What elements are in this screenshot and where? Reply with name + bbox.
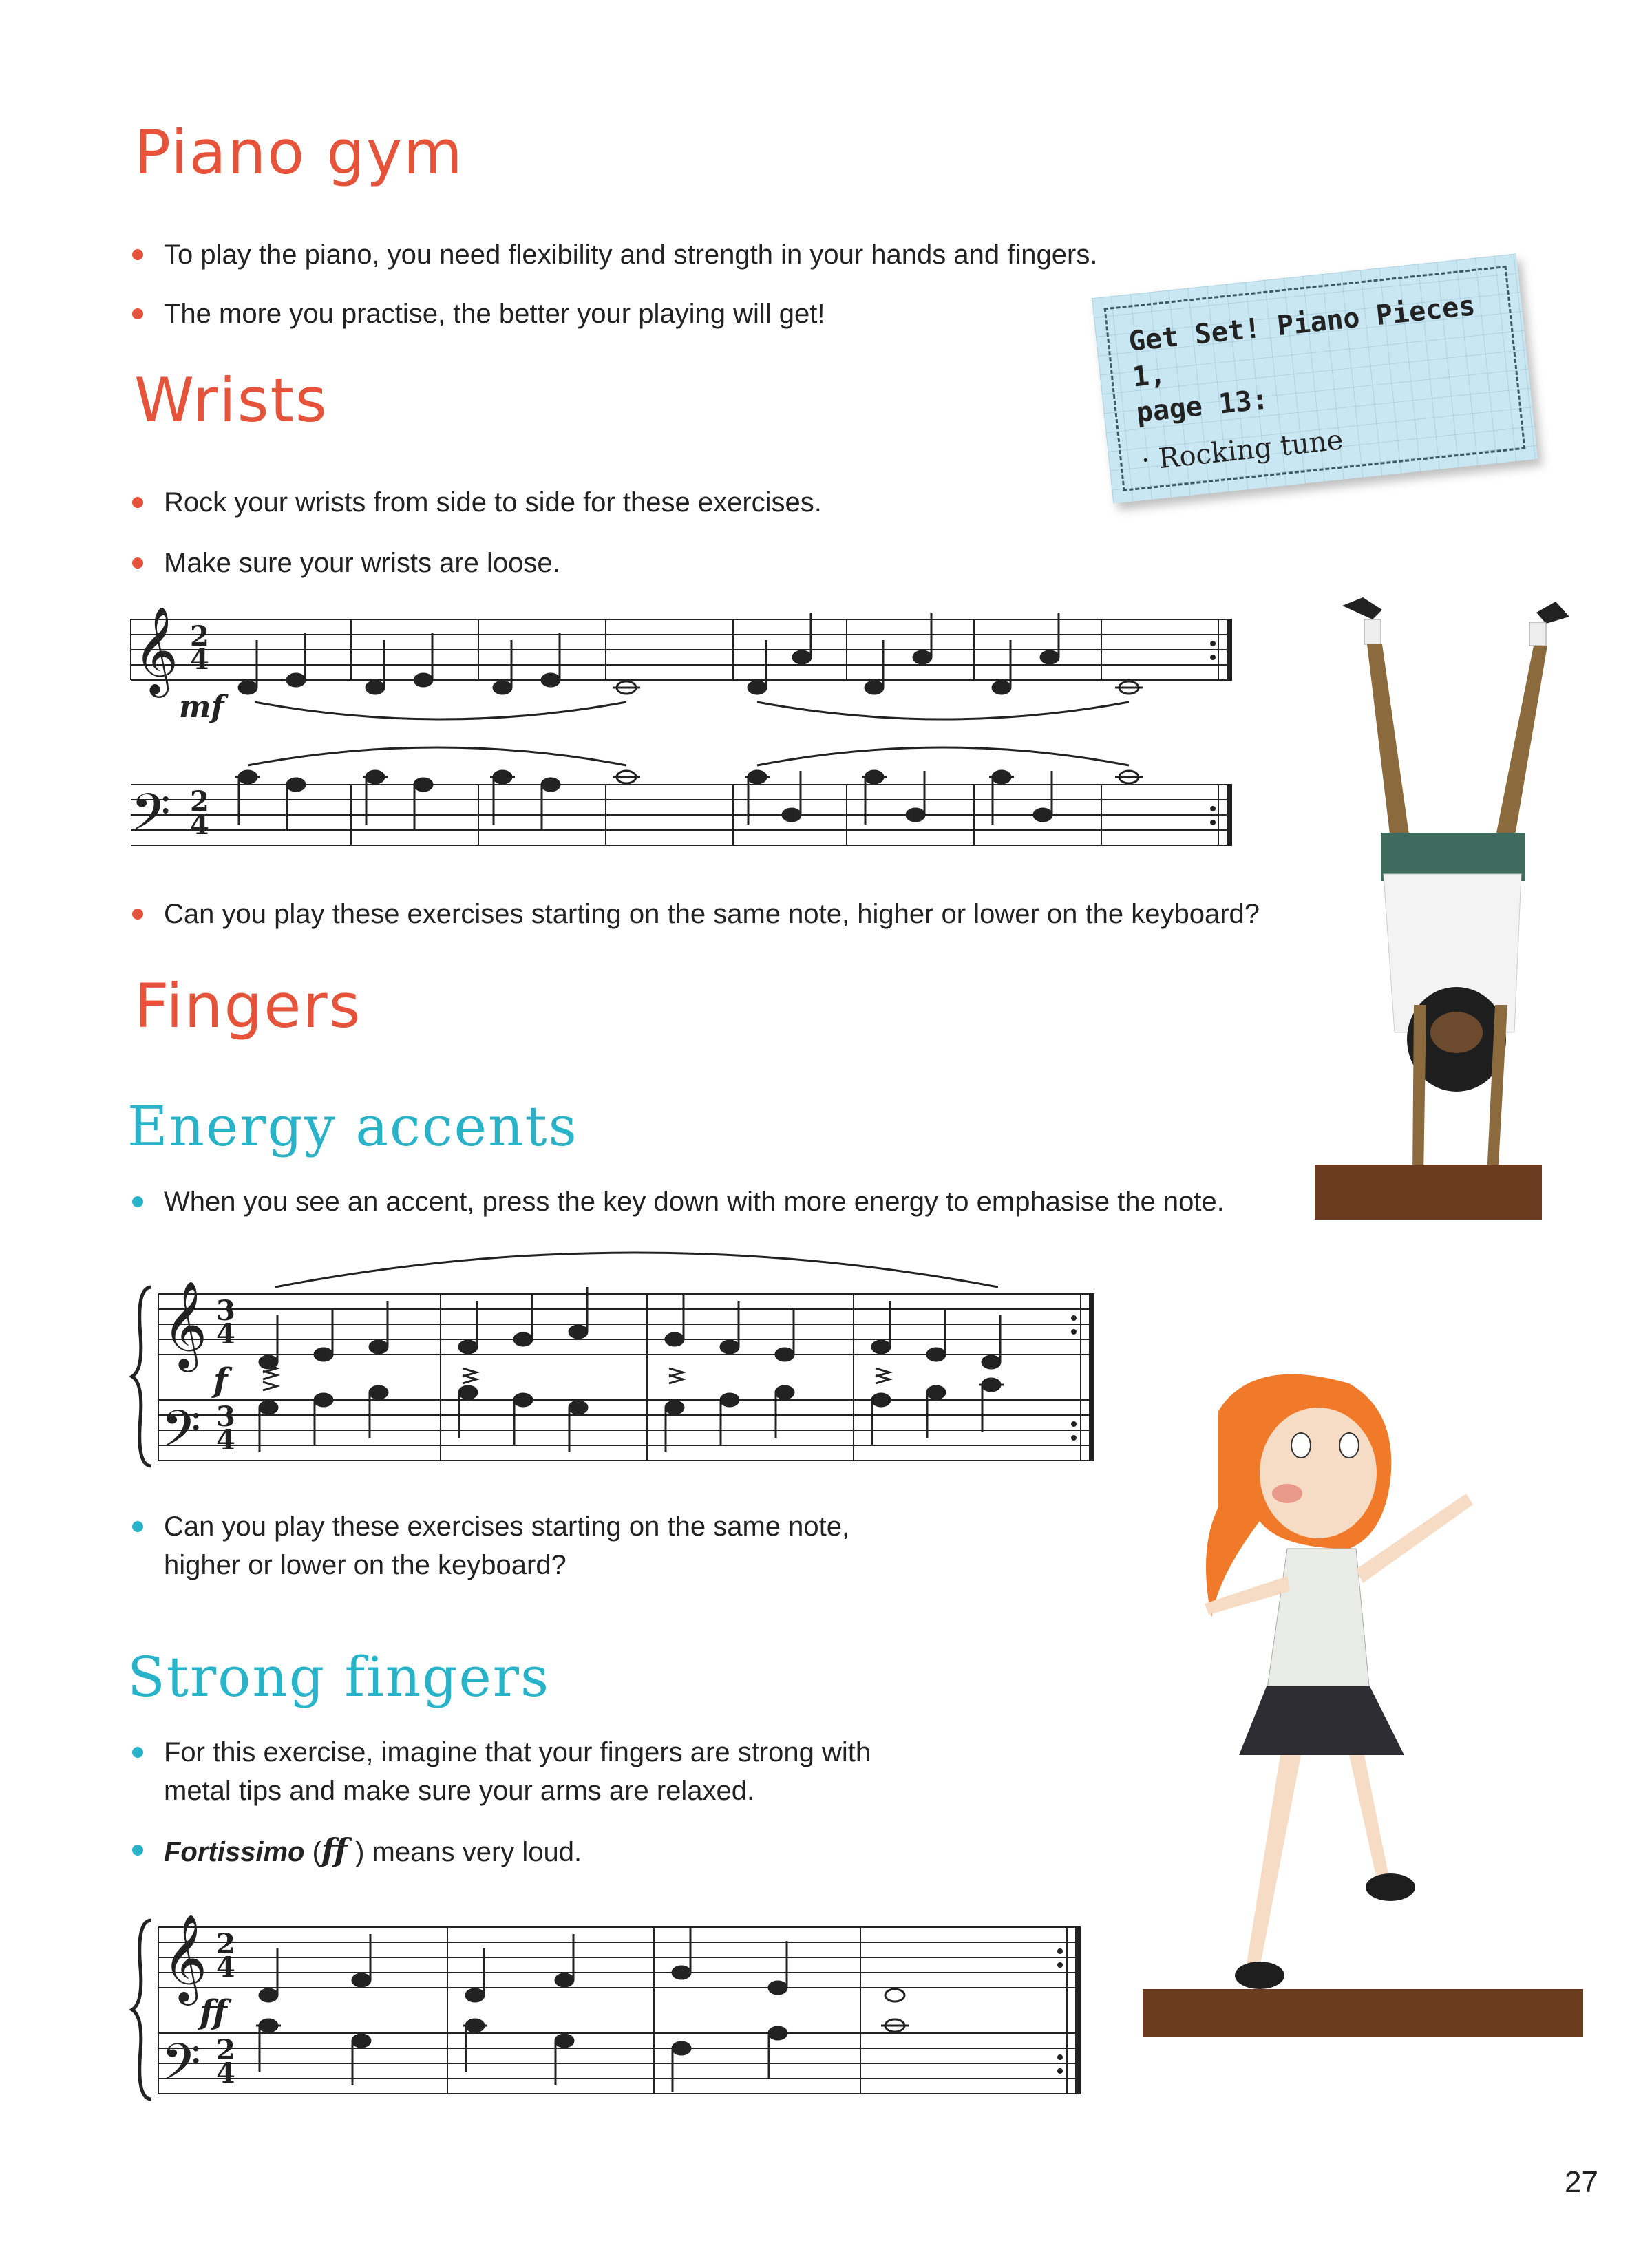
- bullet-accents-question: [131, 1507, 849, 1584]
- bass-clef-icon: 𝄢: [161, 1399, 201, 1472]
- note-card-title-line1: Get Set! Piano Pieces 1,: [1127, 290, 1477, 394]
- reference-note-card: [1092, 253, 1538, 503]
- bass-time-signature-top: 3: [216, 1401, 235, 1433]
- bullet-fortissimo: [131, 1831, 582, 1871]
- fortissimo-symbol: ff: [321, 1831, 348, 1869]
- wrists-bass-staff: [131, 730, 1246, 860]
- bass-clef-icon: 𝄢: [131, 783, 171, 855]
- heading-piano-gym: Piano gym: [134, 117, 464, 188]
- time-signature-top: 3: [216, 1295, 235, 1327]
- heading-fingers: Fingers: [134, 970, 362, 1041]
- heading-wrists: Wrists: [134, 365, 328, 436]
- time-signature-bottom: 4: [216, 1318, 235, 1350]
- fortissimo-open: (: [304, 1837, 321, 1867]
- bullet-wrists-question: Can you play these exercises starting on the same note, higher or lower on the keyboard?: [131, 895, 1260, 933]
- energy-accents-grand-staff: [131, 1246, 1108, 1507]
- heading-energy-accents: Energy accents: [127, 1094, 578, 1158]
- heading-strong-fingers: Strong fingers: [127, 1645, 551, 1709]
- fortissimo-desc: ) means very loud.: [347, 1837, 582, 1867]
- strong-fingers-line1: For this exercise, imagine that your fingers are strong with: [164, 1737, 871, 1767]
- bullet-energy-accents: When you see an accent, press the key down with more energy to emphasise the note.: [131, 1182, 1225, 1221]
- bass-time-signature-top: 2: [216, 2034, 235, 2066]
- time-signature-top: 2: [190, 620, 209, 652]
- fortissimo-term: Fortissimo: [164, 1837, 305, 1867]
- time-signature-top: 2: [216, 1928, 235, 1960]
- bass-time-signature-top: 2: [190, 785, 209, 818]
- bullet-wrists-2: Make sure your wrists are loose.: [131, 544, 560, 582]
- bullet-wrists-1: Rock your wrists from side to side for these exercises.: [131, 483, 822, 522]
- treble-clef-icon: 𝄞: [162, 1280, 208, 1368]
- bullet-piano-gym-2: The more you practise, the better your playing will get!: [131, 295, 825, 333]
- bass-time-signature-bottom: 4: [216, 2057, 235, 2090]
- dynamic-mf: mf: [179, 690, 224, 725]
- dynamic-ff: ff: [200, 1993, 227, 2032]
- page-number: 27: [1565, 2165, 1598, 2199]
- strong-fingers-grand-staff: [131, 1886, 1094, 2134]
- time-signature-bottom: 4: [216, 1951, 235, 1984]
- treble-clef-icon: 𝄞: [134, 606, 179, 694]
- wrists-treble-staff: [131, 592, 1246, 725]
- accents-question-line1: Can you play these exercises starting on the same note,: [164, 1511, 850, 1542]
- handstand-boy-illustration: [1315, 592, 1576, 1225]
- time-signature-bottom: 4: [190, 644, 209, 676]
- strong-fingers-line2: metal tips and make sure your arms are relaxed.: [164, 1776, 755, 1806]
- dynamic-f: f: [213, 1361, 228, 1400]
- accents-question-line2: higher or lower on the keyboard?: [164, 1550, 566, 1580]
- bullet-strong-fingers: [131, 1733, 871, 1810]
- bass-clef-icon: 𝄢: [161, 2032, 201, 2105]
- treble-clef-icon: 𝄞: [162, 1913, 208, 2001]
- bullet-piano-gym-1: To play the piano, you need flexibility and strength in your hands and fingers.: [131, 235, 1097, 274]
- balancing-girl-illustration: [1143, 1370, 1597, 2044]
- note-card-item: · Rocking tune: [1139, 424, 1345, 477]
- bass-time-signature-bottom: 4: [216, 1424, 235, 1456]
- note-card-title-line2: page 13:: [1134, 383, 1270, 429]
- bass-time-signature-bottom: 4: [190, 809, 209, 841]
